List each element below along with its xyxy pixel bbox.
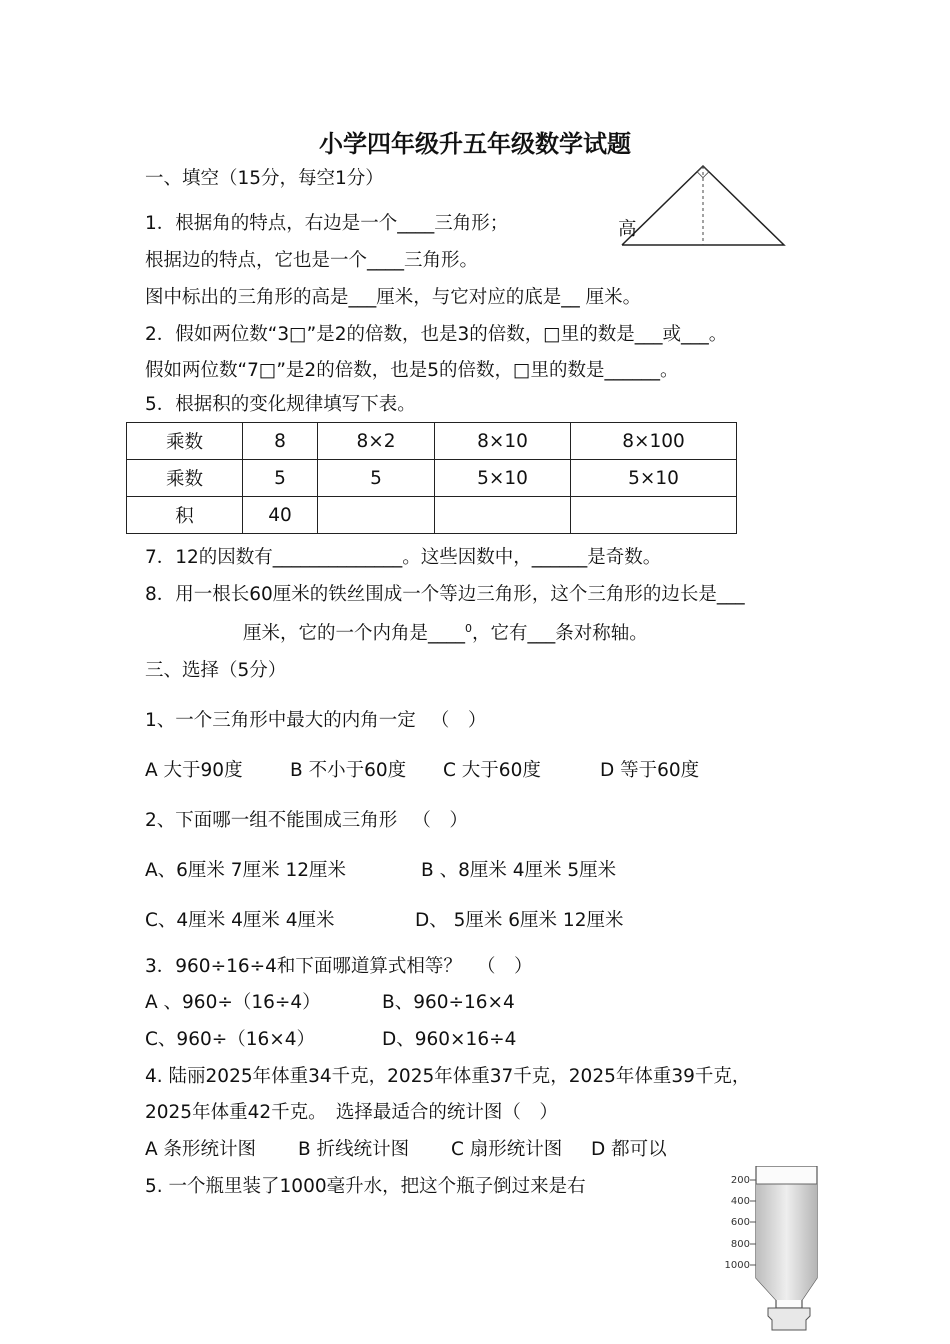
table-row — [127, 460, 737, 497]
choice-3-option: D、960×16÷4 — [382, 1029, 517, 1050]
table-cell: 5 — [318, 460, 435, 497]
table-cell — [571, 497, 737, 534]
scale-label: 400 — [730, 1196, 750, 1207]
question-2-line-b: 假如两位数“7□”是2的倍数，也是5的倍数，□里的数是______。 — [145, 360, 679, 381]
triangle-figure — [620, 163, 790, 249]
choice-4-option: B 折线统计图 — [298, 1139, 410, 1160]
question-8-part-2: ，它有___条对称轴。 — [472, 623, 648, 645]
choice-4-option: C 扇形统计图 — [451, 1139, 563, 1160]
scale-label: 600 — [730, 1217, 750, 1228]
choice-1: 1、一个三角形中最大的内角一定 （ ） — [145, 710, 487, 731]
table-row — [127, 423, 737, 460]
choice-3-option: B、960÷16×4 — [382, 992, 515, 1013]
table-cell: 8×2 — [318, 423, 435, 460]
choice-2-option: D、 5厘米 6厘米 12厘米 — [415, 910, 624, 931]
scale-label: 800 — [730, 1239, 750, 1250]
question-1-line-c: 图中标出的三角形的高是___厘米，与它对应的底是__ 厘米。 — [145, 287, 642, 308]
scale-label: 200 — [730, 1175, 750, 1186]
table-cell: 8×100 — [571, 423, 737, 460]
choice-4-option: A 条形统计图 — [145, 1139, 257, 1160]
scale-label: 1000 — [724, 1260, 750, 1271]
choice-2: 2、下面哪一组不能围成三角形 （ ） — [145, 810, 468, 831]
question-1-line-b: 根据边的特点，它也是一个____三角形。 — [145, 250, 479, 271]
choice-4-line-a: 4. 陆丽2025年体重34千克，2025年体重37千克，2025年体重39千克， — [145, 1066, 751, 1087]
question-8-line-a: 8．用一根长60厘米的铁丝围成一个等边三角形，这个三角形的边长是___ — [145, 584, 745, 605]
page-title: 小学四年级升五年级数学试题 — [319, 129, 631, 158]
table-cell: 乘数 — [127, 423, 243, 460]
question-7: 7．12的因数有______________。这些因数中，______是奇数。 — [145, 547, 662, 568]
table-row — [127, 497, 737, 534]
choice-3: 3．960÷16÷4和下面哪道算式相等？ （ ） — [145, 956, 533, 977]
question-8-part-1: 厘米，它的一个内角是____ — [243, 623, 466, 645]
choice-5: 5. 一个瓶里装了1000毫升水，把这个瓶子倒过来是右 — [145, 1176, 586, 1197]
question-8-line-b — [243, 623, 648, 644]
choice-3-option: A 、960÷（16÷4） — [145, 992, 321, 1013]
question-1-line-a: 1．根据角的特点，右边是一个____三角形； — [145, 213, 509, 234]
table-cell: 8×10 — [435, 423, 571, 460]
table-cell: 8 — [243, 423, 318, 460]
choice-1-option: B 不小于60度 — [290, 760, 407, 781]
choice-4-option: D 都可以 — [591, 1139, 667, 1160]
section-1-heading: 一、填空（15分，每空1分） — [145, 168, 384, 189]
table-cell: 乘数 — [127, 460, 243, 497]
table-cell: 5 — [243, 460, 318, 497]
question-2-line-a: 2．假如两位数“3□”是2的倍数，也是3的倍数，□里的数是___或___。 — [145, 324, 728, 345]
table-cell: 40 — [243, 497, 318, 534]
choice-2-option: A、6厘米 7厘米 12厘米 — [145, 860, 346, 881]
table-cell: 积 — [127, 497, 243, 534]
choice-4-line-b: 2025年体重42千克。 选择最适合的统计图（ ） — [145, 1102, 558, 1123]
choice-2-option: C、4厘米 4厘米 4厘米 — [145, 910, 335, 931]
choice-1-option: A 大于90度 — [145, 760, 243, 781]
height-label: 高 — [618, 219, 637, 240]
choice-2-option: B 、8厘米 4厘米 5厘米 — [421, 860, 617, 881]
degree-mark: 0 — [465, 622, 473, 635]
table-cell — [318, 497, 435, 534]
bottle-figure — [714, 1166, 824, 1340]
table-cell: 5×10 — [435, 460, 571, 497]
product-table — [126, 422, 737, 534]
table-cell: 5×10 — [571, 460, 737, 497]
section-3-heading: 三、选择（5分） — [145, 660, 287, 681]
question-5: 5．根据积的变化规律填写下表。 — [145, 394, 416, 415]
choice-1-option: C 大于60度 — [443, 760, 541, 781]
choice-1-option: D 等于60度 — [600, 760, 700, 781]
choice-3-option: C、960÷（16×4） — [145, 1029, 316, 1050]
table-cell — [435, 497, 571, 534]
